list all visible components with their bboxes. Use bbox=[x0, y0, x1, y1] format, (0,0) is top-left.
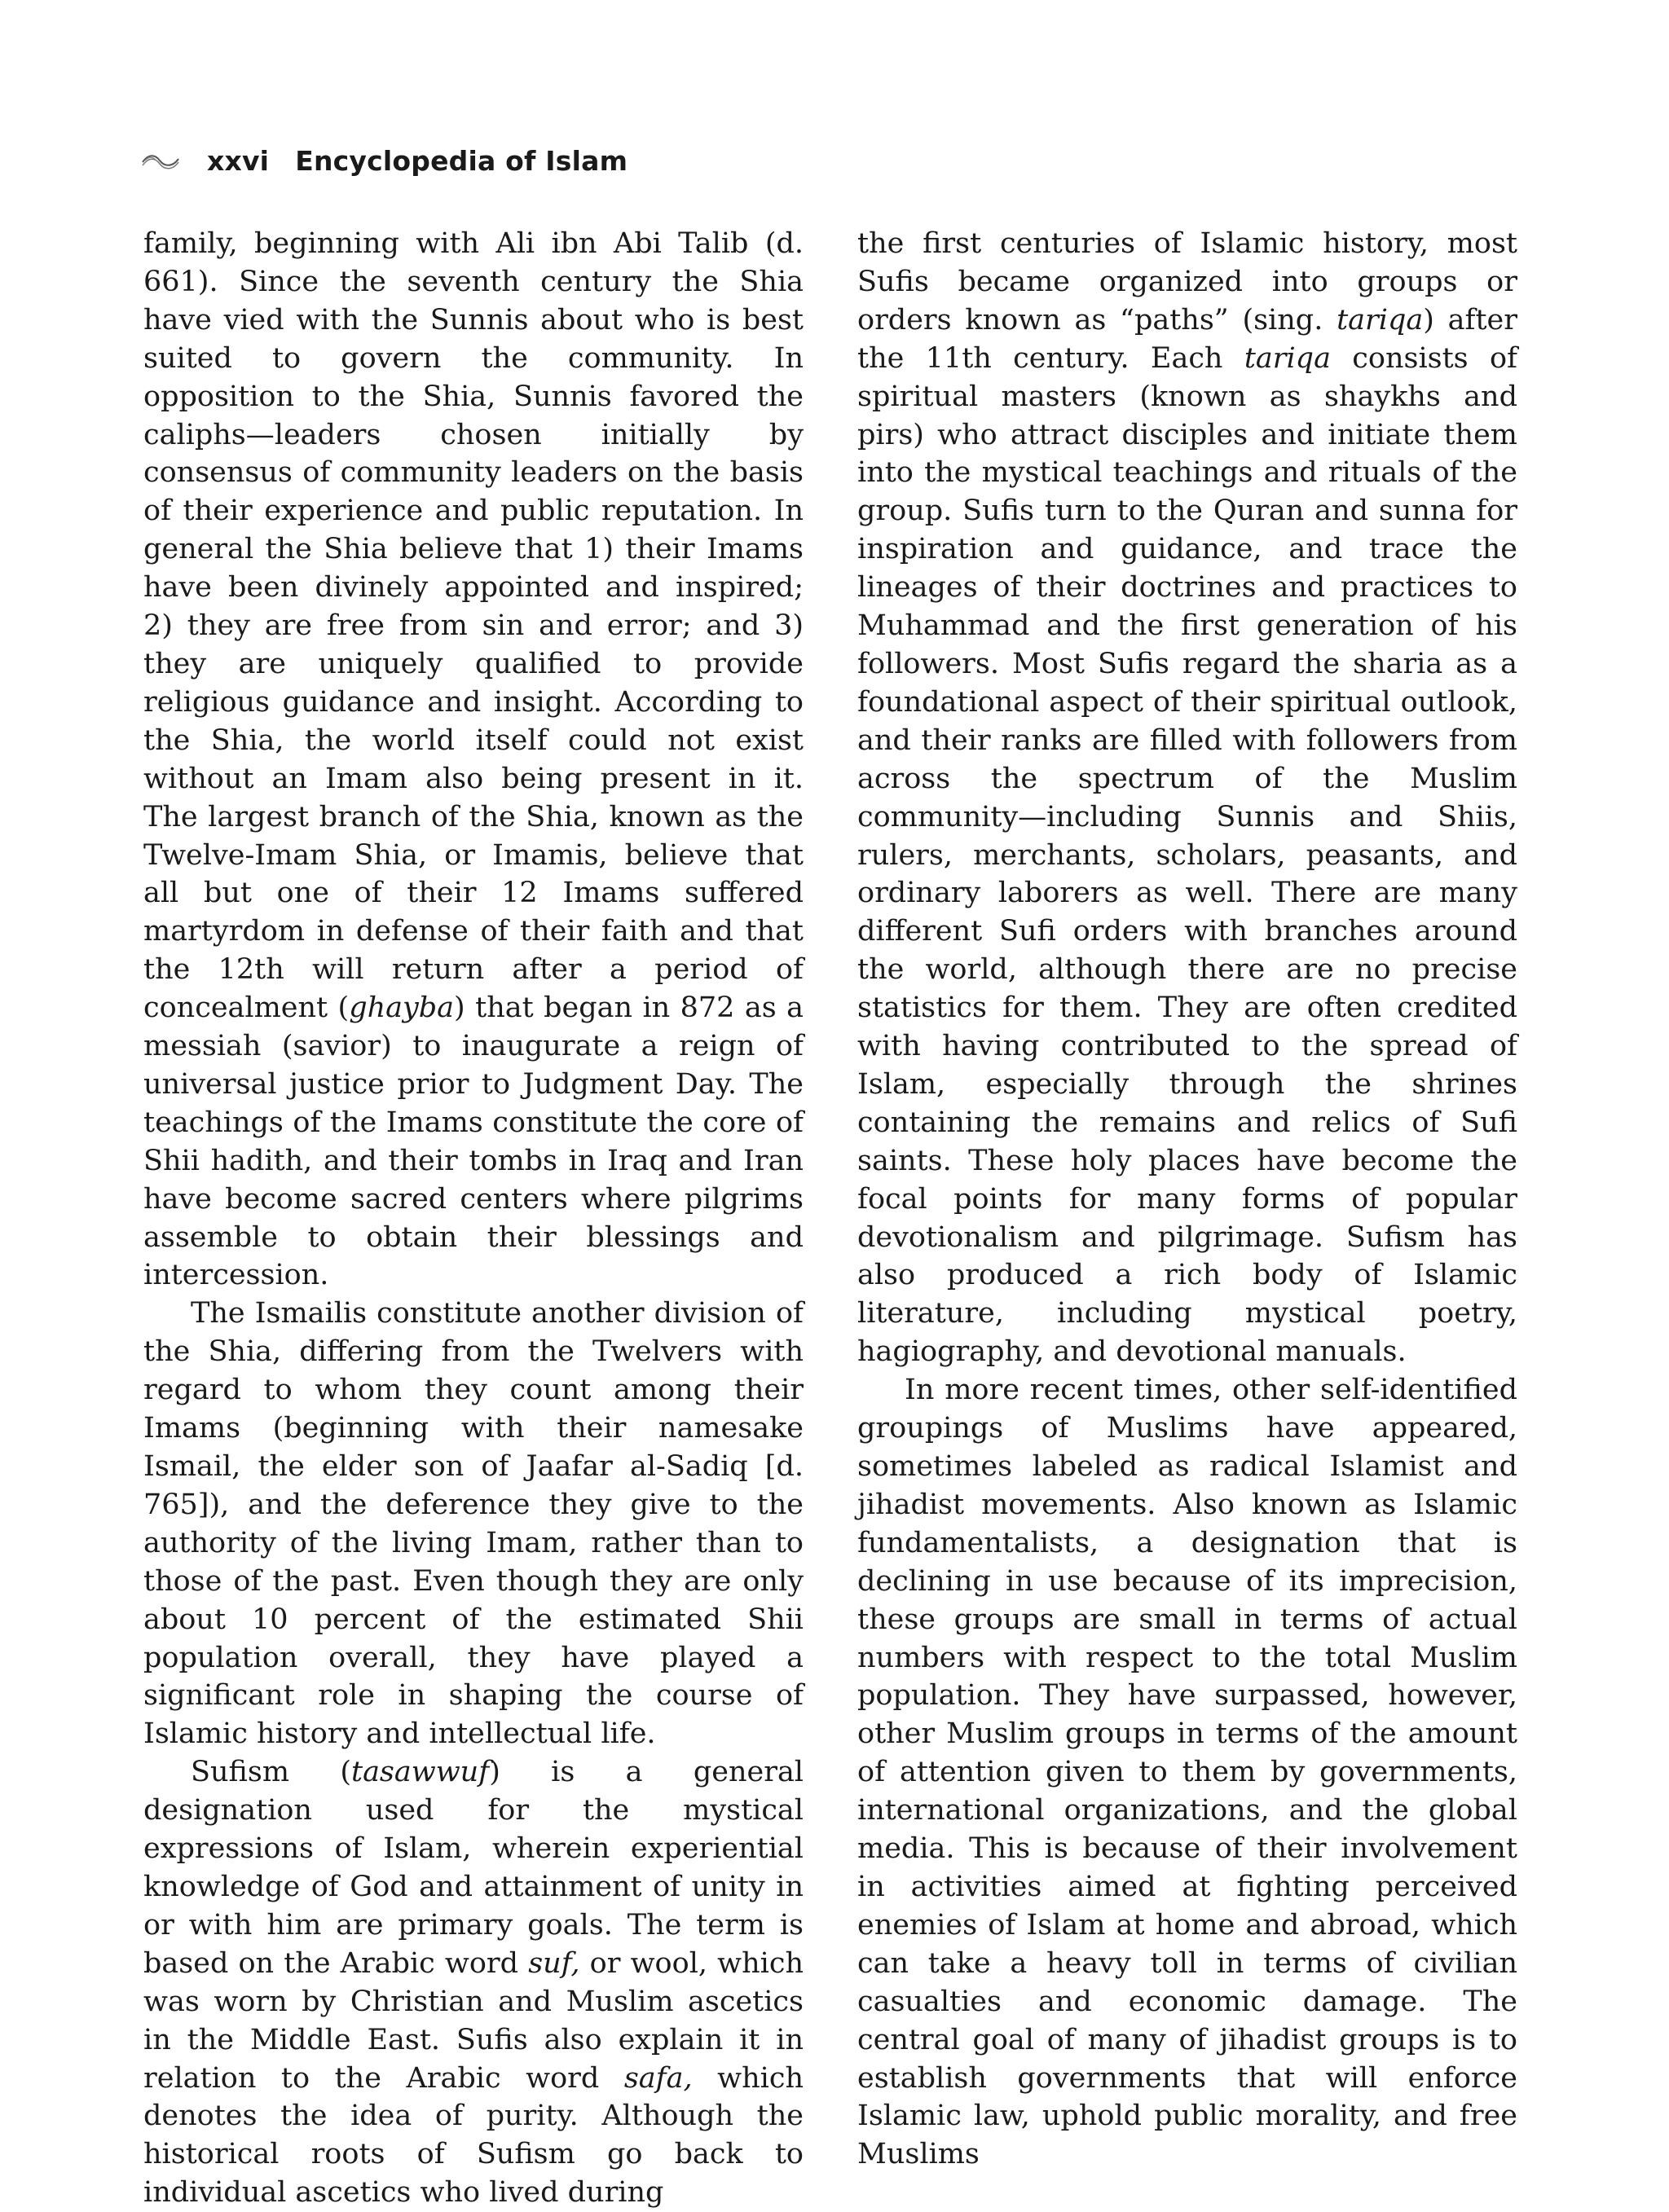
paragraph-sufi-orders bbox=[857, 225, 1517, 1371]
italic-term-tasawwuf: tasawwuf bbox=[351, 1756, 490, 1789]
text-run: family, beginning with Ali ibn Abi Talib (d. 661). Since the seventh century the Shia have vied with the Sunnis about who is best suited to govern the community. In opposition to the Shia, Sunnis favored the caliphs—leaders chosen initially by consensus of community leaders on the basis of their experience and public reputation. In general the Shia believe that 1) their Imams have been divinely appointed and inspired; 2) they are free from sin and error; and 3) they are uniquely qualified to provide religious guidance and insight. According to the Shia, the world itself could not exist without an Imam also being present in it. The largest branch of the Shia, known as the Twelve-Imam Shia, or Imamis, believe that all but one of their 12 Imams suffered martyrdom in defense of their faith and that the 12th will return after a period of concealment ( bbox=[143, 227, 804, 1025]
italic-term-tariqa: tariqa bbox=[1244, 341, 1331, 375]
page-number: xxvi bbox=[207, 144, 270, 177]
italic-term-suf: suf, bbox=[528, 1946, 580, 1980]
text-run: consists of spiritual masters (known as shaykhs and pirs) who attract disciples and initiate them into the mystical teachings and rituals of the group. Sufis turn to the Quran and sunna for inspiration and guidance, and trace the lineages of their doctrines and practices to Muhammad and the first generation of his followers. Most Sufis regard the sharia as a foundational aspect of their spiritual outlook, and their ranks are filled with followers from across the spectrum of the Muslim community—including Sunnis and Shiis, rulers, merchants, scholars, peasants, and ordinary laborers as well. There are many different Sufi orders with branches around the world, although there are no precise statistics for them. They are often credited with having contributed to the spread of Islam, especially through the shrines containing the remains and relics of Sufi saints. These holy places have become the focal points for many forms of popular devotionalism and pilgrimage. Sufism has also produced a rich body of Islamic literature, including mystical poetry, hagiography, and devotional manuals. bbox=[857, 341, 1518, 1369]
paragraph-shia-continued bbox=[143, 225, 804, 1295]
italic-term-ghayba: ghayba bbox=[349, 992, 455, 1025]
text-run: ) after the 11th century. Each bbox=[857, 303, 1517, 375]
text-run: the first centuries of Islamic history, most Sufis became organized into groups or orders known as “paths” (sing. bbox=[857, 227, 1517, 336]
text-run: which denotes the idea of purity. Although the historical roots of Sufism go back to individual ascetics who lived during bbox=[143, 2061, 804, 2210]
text-run: ) is a general designation used for the mystical expressions of Islam, wherein experiential knowledge of God and attainment of unity in or with him are primary goals. The term is based on the Arabic word bbox=[143, 1756, 804, 1980]
scroll-ornament-icon bbox=[140, 151, 181, 170]
left-column bbox=[143, 225, 804, 2212]
right-column bbox=[857, 225, 1517, 2174]
italic-term-safa: safa, bbox=[623, 2061, 693, 2095]
book-title: Encyclopedia of Islam bbox=[295, 144, 628, 177]
paragraph-jihadist-movements: In more recent times, other self-identified groupings of Muslims have appeared, sometimes labeled as radical Islamist and jihadist movements. Also known as Islamic fundamentalists, a designation that is declining in use because of its imprecision, these groups are small in terms of actual numbers with respect to the total Muslim population. They have surpassed, however, other Muslim groups in terms of the amount of attention given to them by governments, international organizations, and the global media. This is because of their involvement in activities aimed at fighting perceived enemies of Islam at home and abroad, which can take a heavy toll in terms of civilian casualties and economic damage. The central goal of many of jihadist groups is to establish governments that will enforce Islamic law, uphold public morality, and free Muslims bbox=[857, 1374, 1517, 2171]
text-run: Sufism ( bbox=[191, 1756, 351, 1789]
text-run: ) that began in 872 as a messiah (savior) to inaugurate a reign of universal justice prior to Judgment Day. The teachings of the Imams constitute the core of Shii hadith, and their tombs in Iraq and Iran have become sacred centers where pilgrims assemble to obtain their blessings and intercession. bbox=[143, 992, 804, 1292]
paragraph-ismailis: The Ismailis constitute another division of the Shia, differing from the Twelvers with regard to whom they count among their Imams (beginning with their namesake Ismail, the elder son of Jaafar al-Sadiq [d. 765]), and the deference they give to the authority of the living Imam, rather than to those of the past. Even though they are only about 10 percent of the estimated Shii population overall, they have played a significant role in shaping the course of Islamic history and intellectual life. bbox=[143, 1297, 804, 1751]
running-head bbox=[140, 140, 628, 181]
text-run: or wool, which was worn by Christian and Muslim ascetics in the Middle East. Sufis also explain it in relation to the Arabic word bbox=[143, 1946, 804, 2095]
italic-term-tariqa: tariqa bbox=[1337, 303, 1424, 336]
paragraph-sufism bbox=[143, 1753, 804, 2212]
